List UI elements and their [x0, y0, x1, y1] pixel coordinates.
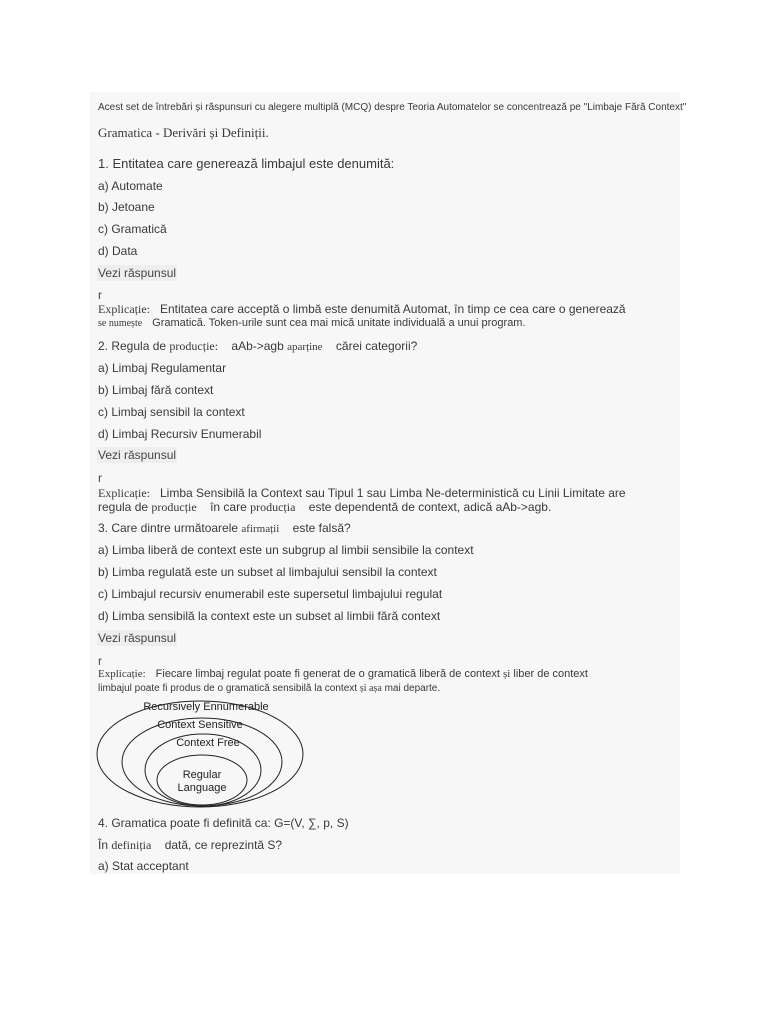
- q3-option-d: d) Limba sensibilă la context este un subset al limbii fără context: [98, 609, 441, 623]
- q3-expl-text1: Fiecare limbaj regulat poate fi generat de o gramatică liberă de context: [155, 668, 500, 680]
- q1-explanation-line2: [98, 317, 526, 329]
- q3-expl-si: și: [502, 668, 511, 680]
- q4-text: 4. Gramatica poate fi definită ca: G=(V, ∑, p, S): [98, 816, 349, 830]
- q2-option-b: b) Limbaj fără context: [98, 383, 214, 397]
- q1-expl-text1: Entitatea care acceptă o limbă este denumită Automat, în timp ce cea care o generează: [159, 302, 626, 316]
- q3-explanation-line1: [98, 668, 588, 680]
- q1-expl-text2: Gramatică. Token-urile sunt cea mai mică unitate individuală a unui program.: [152, 317, 526, 329]
- q2-expl-rest: este dependentă de context, adică aAb->agb.: [308, 500, 552, 514]
- q2-radio-mark: r: [98, 471, 102, 485]
- q2-expl-regula: regula de: [98, 500, 149, 514]
- q2-apartine: aparține: [287, 341, 323, 353]
- explanation-label: Explicație:: [98, 668, 146, 680]
- q2-rule: aAb->agb: [231, 339, 284, 353]
- q3-expl-asa: și așa: [359, 683, 382, 694]
- q2-show-answer-button[interactable]: Vezi răspunsul: [98, 448, 177, 462]
- explanation-label: Explicație:: [98, 486, 150, 500]
- q1-option-c: c) Gramatică: [98, 222, 167, 236]
- q2-expl-productie: producție: [151, 500, 197, 514]
- q3-expl-text2: limbajul poate fi produs de o gramatică sensibilă la context: [98, 683, 358, 694]
- q2-prefix: 2. Regula de: [98, 339, 167, 353]
- q3-expl-text1b: liber de context: [513, 668, 588, 680]
- explanation-label: Explicație:: [98, 302, 150, 316]
- q1-show-answer-button[interactable]: Vezi răspunsul: [98, 266, 177, 280]
- q3-expl-text2b: mai departe.: [384, 683, 441, 694]
- q3-option-c: c) Limbajul recursiv enumerabil este supersetul limbajului regulat: [98, 587, 443, 601]
- q2-explanation-line1: [98, 486, 626, 501]
- q3-prefix: 3. Care dintre următoarele: [98, 521, 239, 535]
- q2-expl-in-care: în care: [210, 500, 247, 514]
- q1-option-d: d) Data: [98, 244, 138, 258]
- q3-explanation-line2: [98, 683, 440, 694]
- q2-option-c: c) Limbaj sensibil la context: [98, 405, 245, 419]
- q3-show-answer-button[interactable]: Vezi răspunsul: [98, 631, 177, 645]
- q4-option-a: a) Stat acceptant: [98, 859, 189, 873]
- q3-suffix: este falsă?: [292, 521, 351, 535]
- q3-radio-mark: r: [98, 654, 102, 668]
- q2-explanation-line2: [98, 500, 551, 515]
- q1-text: 1. Entitatea care generează limbajul este denumită:: [98, 156, 395, 171]
- label-regular: Regular: [182, 769, 222, 781]
- q4-suffix: dată, ce reprezintă S?: [164, 838, 283, 852]
- intro-text: Acest set de întrebări și răspunsuri cu alegere multiplă (MCQ) despre Teoria Automatelor se concentrează pe "Limbaje Fără Context": [98, 102, 687, 113]
- label-context-free: Context Free: [176, 737, 240, 749]
- label-recursively-enumerable: Recursively Ennumerable: [143, 701, 269, 713]
- section-title: Gramatica - Derivări și Definiții.: [98, 125, 269, 140]
- q1-explanation-line1: [98, 302, 626, 317]
- label-context-sensitive: Context Sensitive: [157, 719, 243, 731]
- q4-definitia: definiția: [111, 838, 152, 852]
- q2-text: [98, 339, 417, 354]
- q2-productie: producție:: [169, 339, 219, 353]
- q3-option-a: a) Limba liberă de context este un subgrup al limbii sensibile la context: [98, 543, 474, 557]
- q3-text: [98, 521, 351, 535]
- q4-text-line2: [98, 838, 282, 853]
- q2-option-a: a) Limbaj Regulamentar: [98, 361, 227, 375]
- label-language: Language: [177, 782, 227, 794]
- q1-radio-mark: r: [98, 288, 102, 302]
- q2-option-d: d) Limbaj Recursiv Enumerabil: [98, 427, 262, 441]
- q3-afirmatii: afirmații: [241, 523, 280, 535]
- q1-option-b: b) Jetoane: [98, 200, 155, 214]
- q2-suffix: cărei categorii?: [335, 339, 418, 353]
- q4-prefix: În: [98, 838, 109, 852]
- q2-expl-productia: producția: [250, 500, 296, 514]
- q3-option-b: b) Limba regulată este un subset al limbajului sensibil la context: [98, 565, 437, 579]
- q1-expl-se-numeste: se numește: [98, 318, 143, 329]
- language-hierarchy-diagram: [96, 698, 310, 814]
- q2-expl-text1: Limba Sensibilă la Context sau Tipul 1 sau Limba Ne-deterministică cu Linii Limitate are: [159, 486, 626, 500]
- q1-option-a: a) Automate: [98, 179, 163, 193]
